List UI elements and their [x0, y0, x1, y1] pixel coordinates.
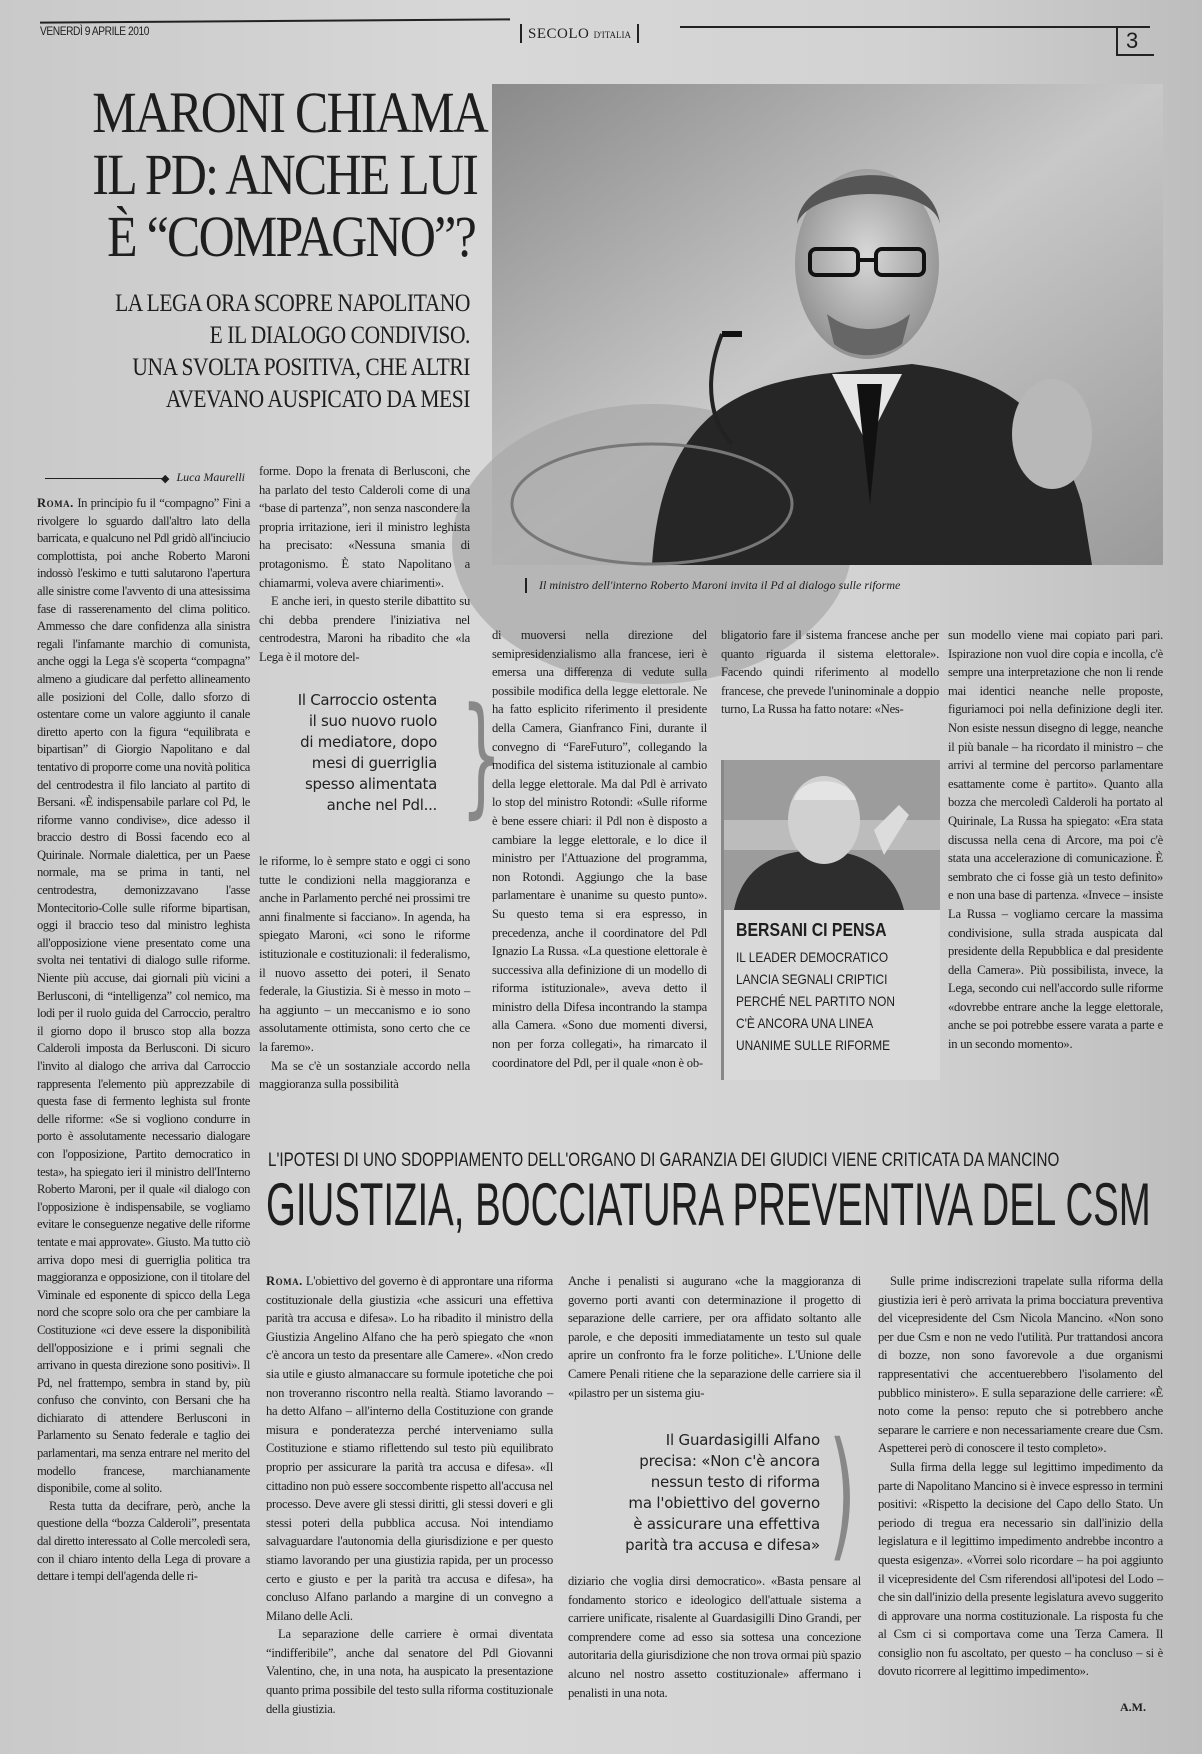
- pull-quote: [590, 1430, 820, 1556]
- paragraph: Sulla firma della legge sul legittimo impedimento da parte di Napolitano Mancino si è invece espresso in termini positivi: «Rispetto la decisione del Capo dello Stato. Un periodo di tregua era necessario sin dall'inizio della legislatura e il legittimo impedimento andrebbe incontro a questa esigenza». «Vorrei solo ricordare – ha poi aggiunto il vicepresidente del Csm riferendosi all'ipotesi del Lodo – che sin dall'inizio della presente legislatura avevo suggerito di approvare una norma costituzionale. La risposta fu che al Csm ci si comportava come una Terza Camera. Il consiglio non fu ascoltato, per questo – ha concluso – si è dovuto ricorrere al legittimo impedimento».: [878, 1459, 1163, 1679]
- paragraph: sun modello viene mai copiato pari pari. Ispirazione non vuol dire copia e incolla, c'è sempre una interpretazione che non li rende mai identici neanche nelle proposte, figuriamoci poi nella definizione degli iter. Non esiste nessun disegno di legge, neanche il più banale – ha ricordato il ministro – che arrivi al termine del percorso parlamentare esattamente come è partito». Quanto alla bozza che mercoledì Calderoli ha portato al Quirinale, La Russa ha spiegato: «Era stata discussa nella cena di Arcore, ma poi c'è stata una accelerazione di comunicazione. È sembrato che ci fosse già un testo definito» e non una base di partenza. «Invece – insiste La Russa – vogliamo cercare la massima condivisione, sulla strada auspicata dal presidente della Repubblica e dal presidente della Camera». Più possibilista, invece, la Lega, secondo cui nell'accordo sulle riforme «dovrebbe entrare anche la legge elettorale, anche se poi potrebbe essere varata a parte e in un secondo momento».: [948, 628, 1163, 1052]
- article1-column-1: [37, 495, 250, 1747]
- sidebar-text-line: C'È ANCORA UNA LINEA: [736, 1015, 874, 1031]
- sidebar-text-line: UNANIME SULLE RIFORME: [736, 1037, 891, 1053]
- header-rule-left: [40, 18, 510, 23]
- article1-column-2-top: [259, 462, 470, 664]
- dateline: Roma.: [266, 1274, 303, 1288]
- pull-quote-line: parità tra accusa e difesa»: [625, 1536, 820, 1554]
- headline-line: MARONI CHIAMA: [92, 80, 488, 145]
- pull-quote-line: precisa: «Non c'è ancora: [639, 1452, 820, 1470]
- paragraph: Resta tutta da decifrare, però, anche la questione della “bozza Calderoli”, presentata dal diretto interessato al Colle mercoledì sera, con il chiaro intento della Lega di provare a dettare i tempi dell'agenda delle ri-: [37, 1498, 250, 1584]
- byline: [45, 470, 245, 485]
- diamond-icon: ◆: [161, 473, 170, 485]
- sidebar-text: [736, 946, 895, 1056]
- parenthesis-icon: ): [828, 1413, 856, 1576]
- article1-subhead: [30, 288, 470, 416]
- bersani-photo: [724, 760, 940, 910]
- masthead-subtitle: D'ITALIA: [593, 30, 631, 40]
- pull-quote-line: anche nel Pdl...: [326, 796, 437, 814]
- pull-quote-line: nessun testo di riforma: [650, 1473, 820, 1491]
- paragraph-text: L'obiettivo del governo è di approntare una riforma costituzionale della giustizia «che assicuri una effettiva parità tra accusa e difesa». Lo ha ribadito il ministro della Giustizia Angelino Alfano che ha però spiegato che «non c'è ancora un testo da presentare alle Camere». «Non credo sia utile e giusto almanaccare su formule ipotetiche che poi non troveranno riscontro nella realtà. Stiamo lavorando – ha detto Alfano – all'interno della Costituzione con grande misura e ponderatezza perché interveniamo sulla Costituzione e stiamo riflettendo sul testo più equilibrato proprio per assicurare la parità tra accusa e difesa». «Il cittadino non può essere soccombente rispetto all'accusa nel processo. Deve avere gli stessi diritti, gli stessi doveri e gli stessi poteri della pubblica accusa. Noi intendiamo salvaguardare l'autonomia della giurisdizione e per questo stiamo lavorando per una giustizia rapida, per un processo certo e giusto e per la parità tra accusa e difesa», ha concluso Alfano parlando a margine di un convegno a Milano delle Acli.: [266, 1274, 553, 1623]
- article1-column-3: [492, 626, 707, 1081]
- page-number: 3: [1116, 28, 1154, 56]
- paragraph: Anche i penalisti si augurano «che la maggioranza di governo porti avanti con determinazione il progetto di separazione delle carriere, per ora affidato soltanto alle parole, e che depositi immediatamente un testo sul quale aprire un confronto fra le forze politiche». L'Unione delle Camere Penali ritiene che la separazione delle carriere sia il «pilastro per un sistema giu-: [568, 1274, 861, 1400]
- author-signature: A.M.: [1120, 1700, 1146, 1714]
- photo-caption: Il ministro dell'interno Roberto Maroni invita il Pd al dialogo sulle riforme: [525, 578, 900, 593]
- subhead-line: AVEVANO AUSPICATO DA MESI: [165, 386, 470, 413]
- paragraph: le riforme, lo è sempre stato e oggi ci sono tutte le condizioni nella maggioranza e anche in Parlamento perché nei prossimi tre anni finalmente si facciano». In agenda, ha spiegato Maroni, «ci sono le riforme istituzionale e costituzionali: il federalismo, il nuovo assetto dei poteri, il Senato federale, la Giustizia. Si è messo in moto – ha aggiunto – un meccanismo e io sono assolutamente ottimista, sono certo che ce la faremo».: [259, 854, 470, 1054]
- paragraph: forme. Dopo la frenata di Berlusconi, che ha parlato del testo Calderoli come di una “base di partenza”, non senza nascondere la propria irritazione, ieri il ministro leghista ha precisato: «Nessuna smania di protagonismo. È stato Napolitano a chiamarmi, voleva avere chiarimenti».: [259, 464, 470, 590]
- sidebar-text-line: PERCHÉ NEL PARTITO NON: [736, 993, 895, 1009]
- pull-quote: [262, 690, 437, 816]
- masthead: [520, 24, 639, 43]
- subhead-line: UNA SVOLTA POSITIVA, CHE ALTRI: [132, 354, 471, 381]
- subhead-line: E IL DIALOGO CONDIVISO.: [209, 322, 470, 349]
- article1-column-5: [948, 626, 1163, 1081]
- article2-column-2-bottom: [568, 1572, 861, 1722]
- masthead-title: SECOLO: [528, 26, 590, 42]
- sidebar-text-line: IL LEADER DEMOCRATICO: [736, 949, 889, 965]
- sidebar-title: BERSANI CI PENSA: [736, 920, 887, 940]
- article1-headline: [30, 80, 488, 269]
- pull-quote-line: mesi di guerriglia: [311, 754, 437, 772]
- paragraph: [37, 495, 250, 1498]
- article1-column-2-bottom: [259, 852, 470, 1092]
- article2-headline: GIUSTIZIA, BOCCIATURA PREVENTIVA DEL CSM: [266, 1171, 1151, 1238]
- headline-line: IL PD: ANCHE LUI: [92, 142, 478, 207]
- headline-line: È “COMPAGNO”?: [107, 204, 475, 269]
- article2-kicker: L'IPOTESI DI UNO SDOPPIAMENTO DELL'ORGANO DI GARANZIA DEI GIUDICI VIENE CRITICATA DA MANCINO: [268, 1150, 1060, 1171]
- maroni-photo-image: [492, 84, 1163, 565]
- paragraph: Ma se c'è un sostanziale accordo nella maggioranza sulla possibilità: [259, 1058, 470, 1092]
- paragraph: di muoversi nella direzione del semipresidenzialismo alla francese, ieri è emersa una differenza di vedute sulla possibile modifica della legge elettorale. Ne ha fatto esplicito riferimento il presidente della Camera, Gianfranco Fini, durante il convegno di “FareFuturo”, collegando la modifica del sistema istituzionale al cambio della legge elettorale. Ma dal Pdl è arrivato lo stop del ministro Rotondi: «Sulle riforme è bene essere chiari: il Pdl non è disposto a cambiare la legge elettorale, e lo dice il ministro per l'Attuazione del programma, non Rotondi. Aggiungo che la base parlamentare è unanime su questo punto». Su questo tema si era espresso, in precedenza, anche il coordinatore del Pdl Ignazio La Russa. «La questione elettorale è successiva alla definizione di un modello di riforma istituzionale», aveva detto il ministro della Difesa incontrando la stampa alla Camera. «Sono due momenti diversi, non per forza collegati», ha rimarcato il coordinatore del Pdl, per il quale «non è ob-: [492, 628, 707, 1070]
- maroni-photo: [492, 84, 1163, 565]
- subhead-line: LA LEGA ORA SCOPRE NAPOLITANO: [115, 290, 470, 317]
- issue-date: VENERDÌ 9 APRILE 2010: [40, 24, 150, 38]
- pull-quote-line: spesso alimentata: [304, 775, 437, 793]
- paragraph: Sulle prime indiscrezioni trapelate sulla riforma della giustizia ieri è però arrivata la prima bocciatura preventiva del vicepresidente del Csm Nicola Mancino. «Non sono per due Csm e non ne vedo l'utilità. Pur trattandosi ancora di bozze, non sono favorevole a due organismi rappresentativi che accentuerebbero l'isolamento del pubblico ministero». E sulla separazione delle carriere: «È noto come la penso: reputo che si potrebbero anche separare le carriere e non necessariamente creare due Csm. Aspetterei però di conoscere il testo completo».: [878, 1274, 1163, 1456]
- article2-column-2-top: [568, 1272, 861, 1422]
- brace-icon: }: [460, 679, 503, 831]
- sidebar-text-line: LANCIA SEGNALI CRIPTICI: [736, 971, 888, 987]
- pull-quote-line: ma l'obiettivo del governo: [628, 1494, 820, 1512]
- bersani-photo-image: [724, 760, 940, 910]
- paragraph: E anche ieri, in questo sterile dibattito su chi debba prendere l'iniziativa nel centrodestra, Maroni ha ribadito che «la Lega è il motore del-: [259, 594, 470, 664]
- sidebar-box: [721, 760, 940, 1080]
- author-name: Luca Maurelli: [176, 470, 245, 484]
- pull-quote-line: di mediatore, dopo: [300, 733, 437, 751]
- pull-quote-line: Il Guardasigilli Alfano: [665, 1431, 820, 1449]
- paragraph: La separazione delle carriere è ormai diventata “indifferibile”, anche dal senatore del Pdl Giovanni Valentino, che, in una nota, ha auspicato la presentazione quanto prima possibile del testo sulla riforma costituzionale della giustizia.: [266, 1627, 553, 1716]
- paragraph: diziario che voglia dirsi democratico». «Basta pensare al fondamento storico e ideologico dell'attuale sistema a carriere unificate, risalente al Guardasigilli Dino Grandi, per comprendere come ad esso sia sottesa una concezione autoritaria della giurisdizione che non trova ormai più spazio alcuno nel nostro assetto costituzionale» affermano i penalisti in una nota.: [568, 1574, 861, 1700]
- dateline: Roma.: [37, 496, 74, 510]
- article1-column-4: [721, 626, 939, 741]
- article2-column-1: [266, 1272, 553, 1717]
- byline-rule: [45, 478, 163, 479]
- header-rule-right: [680, 26, 1150, 28]
- article2-column-3: [878, 1272, 1163, 1697]
- pull-quote-line: il suo nuovo ruolo: [308, 712, 437, 730]
- paragraph-text: In principio fu il “compagno” Fini a rivolgere lo sguardo dall'altro lato della barricata, e qualcuno nel Pdl gridò all'inciucio complottista, poi anche Roberto Maroni indossò l'eskimo e tutti salutarono l'apertura alle sinistre come l'avvento di una attesissima fase di rasserenamento del clima politico. Ammesso che dare confidenza alla sinistra regali l'infamante marchio di comunista, anche oggi la Lega s'è scoperta “compagna” almeno a giudicare dal perfetto allineamento alle posizioni del Colle, dallo sforzo di ostentare come un valore aggiunto il canale diretto aperto con la figura “equilibrata e bipartisan” di Giorgio Napolitano e dal tentativo di proporre come una novità politica del centrodestra il filo lanciato al partito di Bersani. «È indispensabile parlare col Pd, le riforme vanno condivise», dice adesso il braccio destro di Bossi facendo eco al Quirinale. Normale dialettica, per un Paese normale, ma se prima in tanti, nel centrodestra, demonizzavano l'asse Montecitorio-Colle sulle riforme bipartisan, oggi il braccio teso dal ministro leghista all'opposizione viene presentato come una svolta nei tentativi di dialogo sulle riforme. Niente più accuse, dai giornali più vicini a Berlusconi, di “intelligenza” col nemico, ma lodi per il ruolo guida del Carroccio, peraltro il giorno dopo il brusco stop alla bozza Calderoli imposta da Berlusconi. Di sicuro l'invito al dialogo che arriva dal Carroccio rappresenta l'elemento più apprezzabile di questa fase di fermento leghista sul fronte delle riforme: «Se si vogliono condurre in porto è assolutamente necessario dialogare con l'opposizione, Partito democratico in testa», ha spiegato ieri il ministro dell'Interno Roberto Maroni, per il quale «il dialogo con l'opposizione è indispensabile, se vogliamo evitare le conseguenze negative delle riforme tentate e mai approvate». Giusto. Ma tutto ciò arriva dopo mesi di guerriglia politica tra maggioranza e opposizione, con il titolare del Viminale ed esponente di spicco della Lega nord che scopre solo ora che per cambiare la Costituzione «ci deve essere la disponibilità dell'opposizione e i primi segnali che arrivano in questa direzione sono positivi». Il Pd, nel frattempo, sembra in stand by, più confuso che convinto, con Bersani che ha dichiarato di attendere Berlusconi in Parlamento su Senato federale e taglio dei parlamentari, ma senza entrare nel merito del modello francese, marchianamente disponibile, come al solito.: [37, 496, 251, 1496]
- paragraph: bligatorio fare il sistema francese anche per quanto riguarda il sistema elettorale». Facendo quindi riferimento al modello francese, che prevede l'uninominale a doppio turno, La Russa ha fatto notare: «Nes-: [721, 628, 939, 717]
- paragraph: [266, 1272, 553, 1625]
- pull-quote-line: Il Carroccio ostenta: [297, 691, 437, 709]
- pull-quote-line: è assicurare una effettiva: [633, 1515, 820, 1533]
